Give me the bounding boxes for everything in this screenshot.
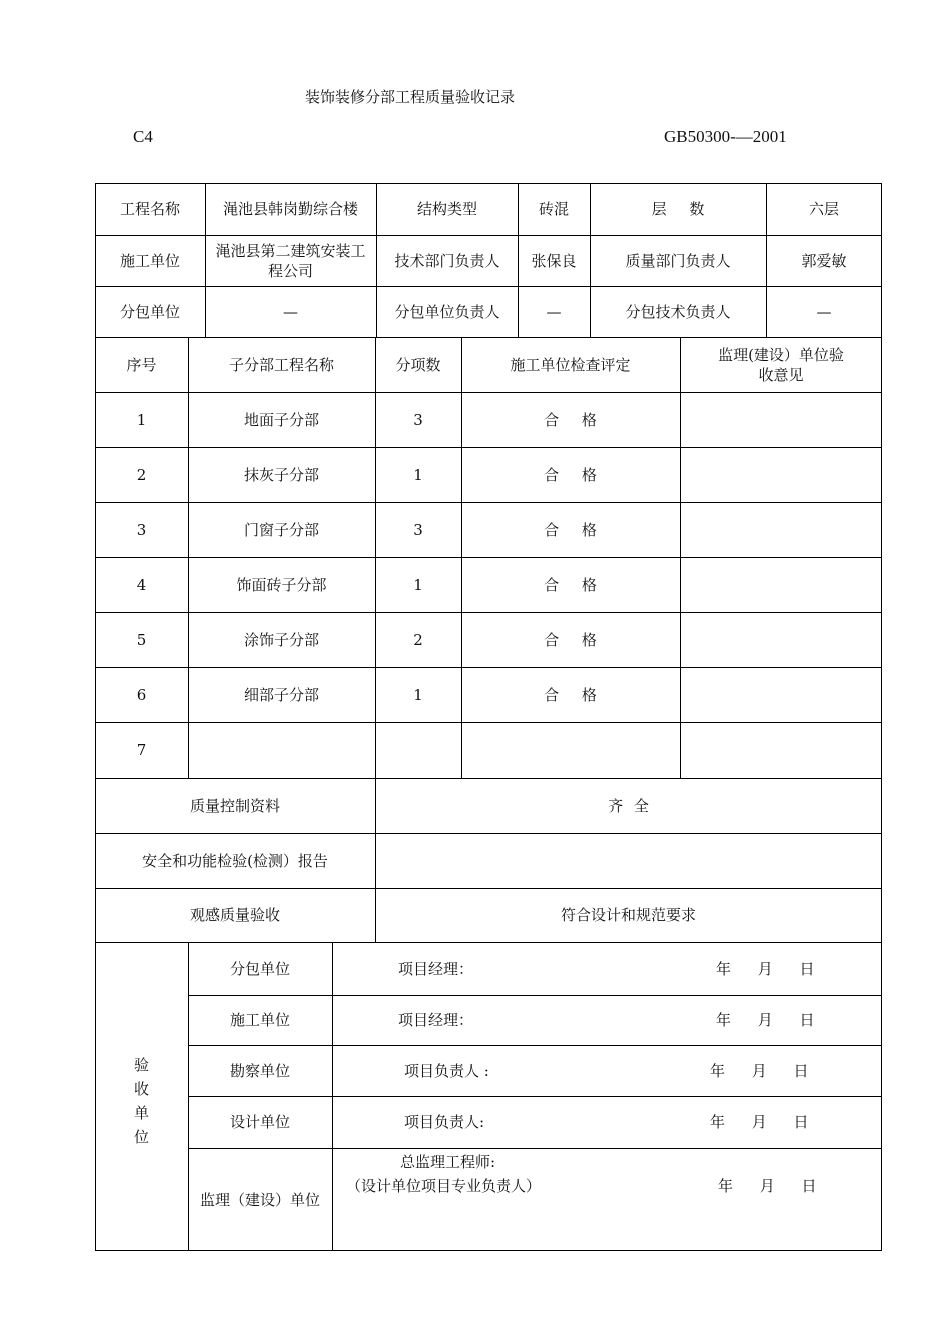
unit-date: 年 月 日 <box>710 1061 809 1080</box>
row-count: 2 <box>413 630 423 649</box>
col-header-opinion: 监理(建设）单位验收意见 <box>718 345 844 384</box>
contractor-name: 渑池县第二建筑安装工程公司 <box>215 241 366 280</box>
row-name: 门窗子分部 <box>243 520 319 539</box>
quality-docs-value: 齐 全 <box>608 796 649 815</box>
supervisor-role-line1: 总监理工程师: <box>400 1153 496 1171</box>
row-name: 抹灰子分部 <box>243 465 319 484</box>
floors-value: 六层 <box>808 200 839 218</box>
unit-name: 分包单位 <box>229 959 290 978</box>
unit-role: 项目负责人 : <box>404 1061 489 1080</box>
row-no: 5 <box>136 630 147 649</box>
row-no: 7 <box>136 741 147 759</box>
document-title: 装饰装修分部工程质量验收记录 <box>304 88 515 106</box>
sub-unit-label: 分包单位 <box>119 302 180 321</box>
row-no: 2 <box>136 465 147 484</box>
standard-code: GB50300-—2001 <box>664 127 787 146</box>
row-eval: 合 格 <box>544 575 597 594</box>
row-count: 1 <box>413 685 423 704</box>
unit-date: 年 月 日 <box>716 1011 815 1029</box>
quality-head-name: 郭爱敏 <box>801 251 847 270</box>
row-name: 涂饰子分部 <box>243 630 319 649</box>
col-header-name: 子分部工程名称 <box>228 355 334 374</box>
appearance-label: 观感质量验收 <box>189 906 280 924</box>
sub-tech-label: 分包技术负责人 <box>625 302 731 321</box>
unit-date: 年 月 日 <box>716 959 815 978</box>
supervisor-role-line2: （设计单位项目专业负责人） <box>346 1177 542 1195</box>
contractor-label: 施工单位 <box>119 251 180 270</box>
quality-head-label: 质量部门负责人 <box>625 251 731 270</box>
unit-name: 设计单位 <box>229 1113 290 1131</box>
acceptance-units-label <box>95 942 188 1251</box>
supervisor-unit-name: 监理（建设）单位 <box>199 1190 320 1209</box>
col-header-no: 序号 <box>126 355 157 374</box>
row-name: 饰面砖子分部 <box>236 575 327 594</box>
sub-head-label: 分包单位负责人 <box>394 302 500 321</box>
unit-role: 项目经理： <box>398 959 474 978</box>
acceptance-label-text: 验收单位 <box>133 1055 149 1146</box>
sub-unit-value: — <box>283 302 298 321</box>
row-name <box>188 722 375 778</box>
unit-date: 年 月 日 <box>710 1113 809 1131</box>
row-no: 4 <box>136 575 147 594</box>
unit-role: 项目经理： <box>398 1011 474 1029</box>
row-count <box>375 722 461 778</box>
sub-tech-value: — <box>816 302 832 321</box>
safety-report-label: 安全和功能检验(检测）报告 <box>142 851 328 870</box>
row-eval: 合 格 <box>544 685 597 704</box>
row-eval: 合 格 <box>544 520 597 539</box>
tech-head-label: 技术部门负责人 <box>394 251 500 270</box>
appearance-value: 符合设计和规范要求 <box>560 906 696 924</box>
sub-head-value: — <box>546 302 562 321</box>
row-count: 1 <box>413 465 423 484</box>
row-name: 细部子分部 <box>243 685 319 704</box>
floors-label: 层 数 <box>651 200 705 218</box>
tech-head-name: 张保良 <box>531 251 577 270</box>
row-no: 1 <box>136 410 147 429</box>
row-count: 3 <box>413 410 423 429</box>
supervisor-date: 年 月 日 <box>718 1177 817 1195</box>
row-name: 地面子分部 <box>243 410 319 429</box>
row-eval: 合 格 <box>544 410 597 429</box>
row-eval: 合 格 <box>544 465 597 484</box>
row-no: 3 <box>136 520 147 539</box>
structure-value: 砖混 <box>538 200 569 218</box>
col-header-eval: 施工单位检查评定 <box>510 355 631 374</box>
project-name-label: 工程名称 <box>119 200 180 218</box>
safety-report-value <box>375 833 882 888</box>
row-count: 3 <box>413 520 423 539</box>
col-header-count: 分项数 <box>395 355 441 374</box>
row-eval: 合 格 <box>544 630 597 649</box>
unit-role: 项目负责人: <box>404 1113 485 1131</box>
quality-docs-label: 质量控制资料 <box>189 796 280 815</box>
unit-name: 勘察单位 <box>229 1061 290 1080</box>
unit-name: 施工单位 <box>229 1011 290 1029</box>
row-no: 6 <box>136 685 147 704</box>
project-name: 渑池县韩岗勤综合楼 <box>222 200 358 218</box>
row-eval <box>461 722 680 778</box>
row-count: 1 <box>413 575 423 594</box>
structure-label: 结构类型 <box>416 200 477 218</box>
form-code: C4 <box>133 127 153 146</box>
